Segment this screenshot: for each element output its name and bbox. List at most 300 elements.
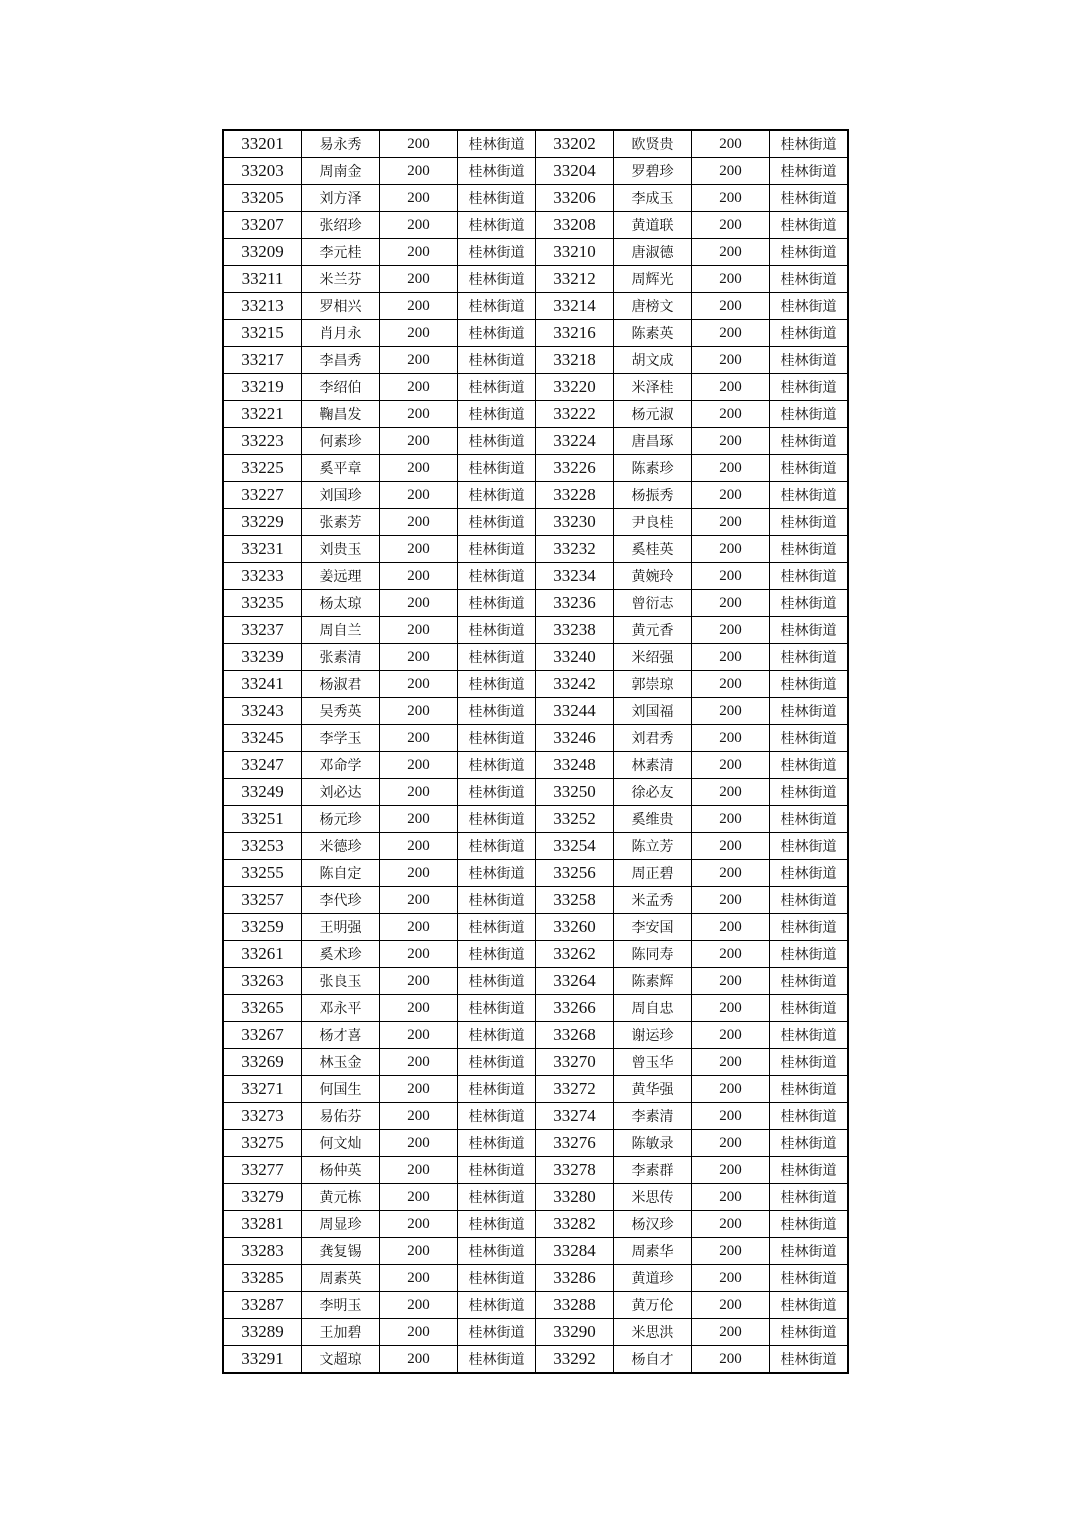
table-row [223,671,848,698]
amount-cell: 200 [380,806,458,833]
record-number-cell: 33263 [223,968,302,995]
person-name-cell: 刘方泽 [302,185,380,212]
person-name-cell: 杨元珍 [302,806,380,833]
table-row [223,860,848,887]
person-name-cell: 尹良桂 [614,509,692,536]
amount-cell: 200 [692,455,770,482]
record-number-cell: 33243 [223,698,302,725]
record-number-cell: 33292 [536,1346,614,1374]
person-name-cell: 唐榜文 [614,293,692,320]
person-name-cell: 何文灿 [302,1130,380,1157]
amount-cell: 200 [380,860,458,887]
street-office-cell: 桂林街道 [770,509,849,536]
amount-cell: 200 [380,347,458,374]
record-number-cell: 33271 [223,1076,302,1103]
record-number-cell: 33283 [223,1238,302,1265]
table-row [223,914,848,941]
street-office-cell: 桂林街道 [770,1319,849,1346]
record-number-cell: 33281 [223,1211,302,1238]
record-number-cell: 33206 [536,185,614,212]
street-office-cell: 桂林街道 [770,779,849,806]
record-number-cell: 33284 [536,1238,614,1265]
record-number-cell: 33226 [536,455,614,482]
street-office-cell: 桂林街道 [458,941,536,968]
amount-cell: 200 [692,1103,770,1130]
street-office-cell: 桂林街道 [458,482,536,509]
amount-cell: 200 [692,158,770,185]
record-number-cell: 33277 [223,1157,302,1184]
person-name-cell: 刘贵玉 [302,536,380,563]
amount-cell: 200 [380,671,458,698]
person-name-cell: 米孟秀 [614,887,692,914]
record-number-cell: 33225 [223,455,302,482]
record-number-cell: 33212 [536,266,614,293]
table-row [223,995,848,1022]
record-number-cell: 33285 [223,1265,302,1292]
person-name-cell: 周正碧 [614,860,692,887]
table-row [223,1157,848,1184]
amount-cell: 200 [692,239,770,266]
person-name-cell: 罗相兴 [302,293,380,320]
person-name-cell: 陈敏录 [614,1130,692,1157]
record-number-cell: 33240 [536,644,614,671]
street-office-cell: 桂林街道 [770,617,849,644]
record-number-cell: 33222 [536,401,614,428]
amount-cell: 200 [692,212,770,239]
table-row [223,293,848,320]
street-office-cell: 桂林街道 [770,590,849,617]
record-number-cell: 33249 [223,779,302,806]
table-row [223,1211,848,1238]
street-office-cell: 桂林街道 [458,590,536,617]
amount-cell: 200 [380,1319,458,1346]
street-office-cell: 桂林街道 [458,401,536,428]
person-name-cell: 龚复锡 [302,1238,380,1265]
table-row [223,1292,848,1319]
amount-cell: 200 [380,752,458,779]
record-number-cell: 33278 [536,1157,614,1184]
table-row [223,644,848,671]
amount-cell: 200 [380,158,458,185]
amount-cell: 200 [692,671,770,698]
amount-cell: 200 [380,428,458,455]
record-number-cell: 33286 [536,1265,614,1292]
street-office-cell: 桂林街道 [770,347,849,374]
table-row [223,266,848,293]
person-name-cell: 米泽桂 [614,374,692,401]
street-office-cell: 桂林街道 [770,239,849,266]
amount-cell: 200 [692,752,770,779]
street-office-cell: 桂林街道 [770,644,849,671]
amount-cell: 200 [692,590,770,617]
amount-cell: 200 [692,833,770,860]
amount-cell: 200 [380,1238,458,1265]
amount-cell: 200 [692,401,770,428]
amount-cell: 200 [692,1292,770,1319]
table-row [223,130,848,158]
amount-cell: 200 [380,1157,458,1184]
street-office-cell: 桂林街道 [770,1022,849,1049]
amount-cell: 200 [692,482,770,509]
street-office-cell: 桂林街道 [458,1211,536,1238]
record-number-cell: 33282 [536,1211,614,1238]
amount-cell: 200 [380,1049,458,1076]
amount-cell: 200 [692,347,770,374]
street-office-cell: 桂林街道 [770,752,849,779]
record-number-cell: 33245 [223,725,302,752]
person-name-cell: 陈素珍 [614,455,692,482]
record-number-cell: 33268 [536,1022,614,1049]
person-name-cell: 刘必达 [302,779,380,806]
street-office-cell: 桂林街道 [458,833,536,860]
record-number-cell: 33248 [536,752,614,779]
amount-cell: 200 [380,698,458,725]
person-name-cell: 杨自才 [614,1346,692,1374]
street-office-cell: 桂林街道 [770,563,849,590]
table-row [223,212,848,239]
person-name-cell: 周显珍 [302,1211,380,1238]
table-row [223,455,848,482]
record-number-cell: 33235 [223,590,302,617]
person-name-cell: 曾衍志 [614,590,692,617]
person-name-cell: 奚桂英 [614,536,692,563]
record-number-cell: 33272 [536,1076,614,1103]
table-row [223,536,848,563]
record-number-cell: 33229 [223,509,302,536]
amount-cell: 200 [692,1238,770,1265]
record-number-cell: 33279 [223,1184,302,1211]
record-number-cell: 33262 [536,941,614,968]
amount-cell: 200 [692,1157,770,1184]
amount-cell: 200 [380,833,458,860]
amount-cell: 200 [380,914,458,941]
person-name-cell: 吴秀英 [302,698,380,725]
table-row [223,1184,848,1211]
record-number-cell: 33251 [223,806,302,833]
person-name-cell: 徐必友 [614,779,692,806]
amount-cell: 200 [692,887,770,914]
amount-cell: 200 [380,644,458,671]
table-row [223,374,848,401]
record-number-cell: 33201 [223,130,302,158]
street-office-cell: 桂林街道 [770,914,849,941]
record-number-cell: 33238 [536,617,614,644]
person-name-cell: 杨才喜 [302,1022,380,1049]
person-name-cell: 邓命学 [302,752,380,779]
street-office-cell: 桂林街道 [458,671,536,698]
person-name-cell: 李学玉 [302,725,380,752]
person-name-cell: 李成玉 [614,185,692,212]
record-number-cell: 33244 [536,698,614,725]
street-office-cell: 桂林街道 [770,158,849,185]
amount-cell: 200 [692,644,770,671]
amount-cell: 200 [692,428,770,455]
street-office-cell: 桂林街道 [770,130,849,158]
table-row [223,1022,848,1049]
person-name-cell: 米德珍 [302,833,380,860]
record-number-cell: 33259 [223,914,302,941]
person-name-cell: 黄万伦 [614,1292,692,1319]
street-office-cell: 桂林街道 [770,266,849,293]
person-name-cell: 欧贤贵 [614,130,692,158]
person-name-cell: 杨淑君 [302,671,380,698]
record-number-cell: 33291 [223,1346,302,1374]
amount-cell: 200 [380,374,458,401]
amount-cell: 200 [380,212,458,239]
record-number-cell: 33216 [536,320,614,347]
amount-cell: 200 [692,914,770,941]
amount-cell: 200 [692,1022,770,1049]
street-office-cell: 桂林街道 [458,644,536,671]
street-office-cell: 桂林街道 [458,752,536,779]
amount-cell: 200 [380,536,458,563]
table-row [223,239,848,266]
street-office-cell: 桂林街道 [770,1265,849,1292]
street-office-cell: 桂林街道 [458,1319,536,1346]
amount-cell: 200 [692,806,770,833]
person-name-cell: 郭崇琼 [614,671,692,698]
table-row [223,779,848,806]
table-row [223,158,848,185]
person-name-cell: 鞠昌发 [302,401,380,428]
street-office-cell: 桂林街道 [458,1130,536,1157]
table-row [223,590,848,617]
person-name-cell: 周南金 [302,158,380,185]
street-office-cell: 桂林街道 [770,320,849,347]
record-number-cell: 33274 [536,1103,614,1130]
street-office-cell: 桂林街道 [770,1184,849,1211]
person-name-cell: 周自兰 [302,617,380,644]
street-office-cell: 桂林街道 [770,725,849,752]
record-number-cell: 33241 [223,671,302,698]
person-name-cell: 易佑芬 [302,1103,380,1130]
table-row [223,1130,848,1157]
record-number-cell: 33231 [223,536,302,563]
amount-cell: 200 [692,698,770,725]
street-office-cell: 桂林街道 [458,1049,536,1076]
person-name-cell: 米思传 [614,1184,692,1211]
amount-cell: 200 [692,860,770,887]
record-number-cell: 33209 [223,239,302,266]
person-name-cell: 张素芳 [302,509,380,536]
street-office-cell: 桂林街道 [458,1238,536,1265]
person-name-cell: 黄婉玲 [614,563,692,590]
record-number-cell: 33202 [536,130,614,158]
person-name-cell: 唐淑德 [614,239,692,266]
person-name-cell: 陈素英 [614,320,692,347]
street-office-cell: 桂林街道 [770,887,849,914]
record-number-cell: 33287 [223,1292,302,1319]
person-name-cell: 米兰芬 [302,266,380,293]
record-number-cell: 33273 [223,1103,302,1130]
record-number-cell: 33217 [223,347,302,374]
record-number-cell: 33266 [536,995,614,1022]
street-office-cell: 桂林街道 [770,995,849,1022]
amount-cell: 200 [380,239,458,266]
street-office-cell: 桂林街道 [770,860,849,887]
street-office-cell: 桂林街道 [458,563,536,590]
street-office-cell: 桂林街道 [458,914,536,941]
record-number-cell: 33234 [536,563,614,590]
street-office-cell: 桂林街道 [770,1292,849,1319]
table-row [223,320,848,347]
person-name-cell: 何素珍 [302,428,380,455]
record-number-cell: 33275 [223,1130,302,1157]
table-row [223,185,848,212]
record-number-cell: 33255 [223,860,302,887]
record-number-cell: 33246 [536,725,614,752]
record-number-cell: 33232 [536,536,614,563]
table-row [223,725,848,752]
person-name-cell: 黄道珍 [614,1265,692,1292]
amount-cell: 200 [692,1184,770,1211]
table-row [223,347,848,374]
street-office-cell: 桂林街道 [770,806,849,833]
record-number-cell: 33237 [223,617,302,644]
record-number-cell: 33289 [223,1319,302,1346]
street-office-cell: 桂林街道 [458,617,536,644]
amount-cell: 200 [380,968,458,995]
amount-cell: 200 [692,968,770,995]
record-number-cell: 33260 [536,914,614,941]
street-office-cell: 桂林街道 [458,130,536,158]
record-number-cell: 33223 [223,428,302,455]
record-number-cell: 33230 [536,509,614,536]
table-body [223,130,848,1373]
street-office-cell: 桂林街道 [458,509,536,536]
street-office-cell: 桂林街道 [770,212,849,239]
person-name-cell: 李昌秀 [302,347,380,374]
street-office-cell: 桂林街道 [770,671,849,698]
person-name-cell: 胡文成 [614,347,692,374]
street-office-cell: 桂林街道 [770,941,849,968]
table-row [223,428,848,455]
table-row [223,1049,848,1076]
person-name-cell: 张素清 [302,644,380,671]
record-number-cell: 33258 [536,887,614,914]
person-name-cell: 谢运珍 [614,1022,692,1049]
record-number-cell: 33220 [536,374,614,401]
street-office-cell: 桂林街道 [458,374,536,401]
street-office-cell: 桂林街道 [458,212,536,239]
person-name-cell: 周素英 [302,1265,380,1292]
person-name-cell: 奚维贵 [614,806,692,833]
amount-cell: 200 [380,1265,458,1292]
person-name-cell: 杨仲英 [302,1157,380,1184]
record-number-cell: 33247 [223,752,302,779]
record-number-cell: 33221 [223,401,302,428]
person-name-cell: 李素清 [614,1103,692,1130]
person-name-cell: 李代珍 [302,887,380,914]
person-name-cell: 李安国 [614,914,692,941]
record-number-cell: 33270 [536,1049,614,1076]
street-office-cell: 桂林街道 [770,374,849,401]
street-office-cell: 桂林街道 [770,455,849,482]
street-office-cell: 桂林街道 [458,428,536,455]
amount-cell: 200 [380,617,458,644]
person-name-cell: 陈素辉 [614,968,692,995]
person-name-cell: 刘国珍 [302,482,380,509]
person-name-cell: 杨振秀 [614,482,692,509]
person-name-cell: 米思洪 [614,1319,692,1346]
street-office-cell: 桂林街道 [458,320,536,347]
record-number-cell: 33267 [223,1022,302,1049]
amount-cell: 200 [380,185,458,212]
record-number-cell: 33250 [536,779,614,806]
street-office-cell: 桂林街道 [770,833,849,860]
amount-cell: 200 [692,1130,770,1157]
record-number-cell: 33233 [223,563,302,590]
amount-cell: 200 [380,293,458,320]
amount-cell: 200 [380,941,458,968]
record-number-cell: 33210 [536,239,614,266]
person-name-cell: 罗碧珍 [614,158,692,185]
table-row [223,1346,848,1374]
person-name-cell: 肖月永 [302,320,380,347]
person-name-cell: 奚平章 [302,455,380,482]
table-row [223,806,848,833]
person-name-cell: 米绍强 [614,644,692,671]
amount-cell: 200 [380,1076,458,1103]
record-number-cell: 33218 [536,347,614,374]
person-name-cell: 陈自定 [302,860,380,887]
person-name-cell: 周素华 [614,1238,692,1265]
street-office-cell: 桂林街道 [458,995,536,1022]
person-name-cell: 易永秀 [302,130,380,158]
record-number-cell: 33215 [223,320,302,347]
person-name-cell: 杨元淑 [614,401,692,428]
amount-cell: 200 [380,1130,458,1157]
table-row [223,563,848,590]
person-name-cell: 黄华强 [614,1076,692,1103]
record-number-cell: 33256 [536,860,614,887]
record-number-cell: 33239 [223,644,302,671]
record-number-cell: 33214 [536,293,614,320]
subsidy-list-table [222,129,849,1374]
record-number-cell: 33254 [536,833,614,860]
street-office-cell: 桂林街道 [458,347,536,374]
street-office-cell: 桂林街道 [458,158,536,185]
record-number-cell: 33290 [536,1319,614,1346]
amount-cell: 200 [692,1265,770,1292]
street-office-cell: 桂林街道 [458,1346,536,1374]
street-office-cell: 桂林街道 [458,806,536,833]
record-number-cell: 33264 [536,968,614,995]
table-row [223,1319,848,1346]
person-name-cell: 黄道联 [614,212,692,239]
street-office-cell: 桂林街道 [458,266,536,293]
amount-cell: 200 [692,1076,770,1103]
street-office-cell: 桂林街道 [770,1211,849,1238]
table-row [223,833,848,860]
amount-cell: 200 [380,320,458,347]
record-number-cell: 33236 [536,590,614,617]
amount-cell: 200 [692,320,770,347]
amount-cell: 200 [380,1211,458,1238]
table-row [223,509,848,536]
street-office-cell: 桂林街道 [458,185,536,212]
amount-cell: 200 [380,887,458,914]
person-name-cell: 黄元香 [614,617,692,644]
table-row [223,941,848,968]
person-name-cell: 何国生 [302,1076,380,1103]
street-office-cell: 桂林街道 [770,1157,849,1184]
record-number-cell: 33204 [536,158,614,185]
table-row [223,1076,848,1103]
person-name-cell: 周自忠 [614,995,692,1022]
table-row [223,752,848,779]
amount-cell: 200 [380,1022,458,1049]
